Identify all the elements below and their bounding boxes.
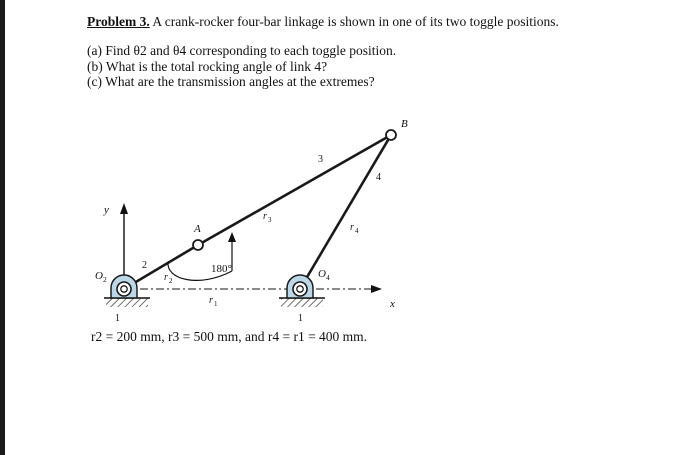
pin-a [193, 240, 203, 250]
question-c: (c) What are the transmission angles at the extremes? [87, 74, 375, 89]
ground-label-o4: 1 [298, 313, 303, 324]
point-b-label: B [401, 118, 408, 130]
vector-r4-subscript: 4 [355, 227, 359, 235]
ground-hatch-o4 [281, 298, 323, 307]
pin-b [386, 130, 396, 140]
link-4-number: 4 [376, 172, 381, 183]
problem-label: Problem 3. [87, 14, 150, 29]
vector-r1-subscript: 1 [214, 300, 218, 308]
y-axis-arrow [120, 203, 128, 214]
vector-r3-subscript: 3 [268, 216, 272, 224]
ground-hatch-o2 [106, 298, 148, 307]
vector-r2-subscript: 2 [169, 277, 173, 285]
vector-r2-label: r [164, 272, 168, 283]
y-axis-label: y [104, 204, 109, 216]
given-dimensions: r2 = 200 mm, r3 = 500 mm, and r4 = r1 = 400 mm. [91, 329, 368, 344]
x-axis-label: x [390, 298, 395, 310]
point-o2-subscript: 2 [103, 275, 107, 284]
angle-arrowhead [228, 232, 236, 242]
question-b: (b) What is the total rocking angle of link 4? [87, 58, 328, 74]
x-axis-arrow [371, 285, 382, 293]
point-o4-label: O [318, 268, 326, 280]
question-a: (a) Find θ2 and θ4 corresponding to each toggle position. [87, 43, 397, 58]
link-3-number: 3 [318, 154, 323, 165]
point-o2-label: O [95, 270, 103, 282]
vector-r1-label: r [209, 295, 213, 306]
ground-label-o2: 1 [115, 313, 120, 324]
link-2-number: 2 [142, 260, 147, 271]
point-a-label: A [194, 223, 201, 235]
angle-label: 180° [211, 263, 232, 275]
vector-r3-label: r [263, 211, 267, 222]
link-4 [300, 135, 391, 289]
problem-statement: A crank-rocker four-bar linkage is shown in one of its two toggle positions. [152, 14, 559, 29]
vector-r4-label: r [350, 222, 354, 233]
point-o4-subscript: 4 [326, 273, 330, 282]
pin-o2-inner [121, 286, 127, 292]
link-3 [198, 135, 391, 245]
pin-o4-inner [297, 286, 303, 292]
